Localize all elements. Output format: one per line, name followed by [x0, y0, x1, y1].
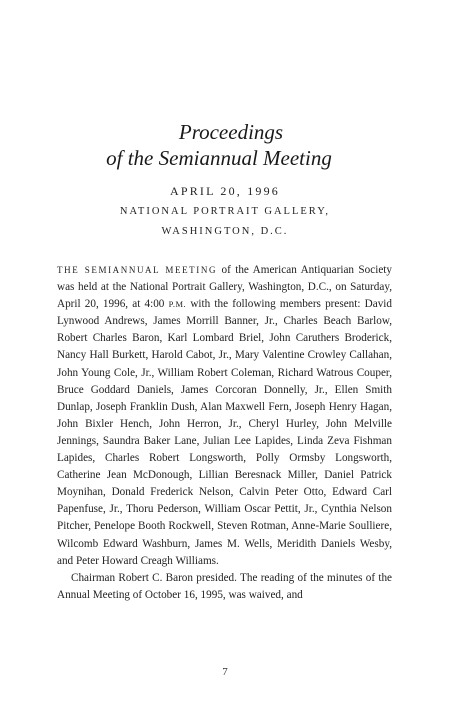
meeting-venue: NATIONAL PORTRAIT GALLERY, — [119, 206, 331, 217]
paragraph-text-b: with the following members present: David Lynwood Andrews, James Morrill Banner, Jr., Charles Beach Barlow, Robert Charles Baron, Karl Lombard Briel, John Caruthers Broderick, Nancy Hall Burkett, Harold Cabot, Jr., Mary Valentine Crowley Callahan, John Young Cole, Jr., William Robert Coleman, Richard Watrous Couper, Bruce Goddard Daniels, James Corcoran Donnelly, Jr., Ellen Smith Dunlap, Joseph Franklin Dush, Alan Maxwell Fern, Joseph Henry Hagan, John Bixler Hench, John Herron, Jr., Cheryl Hurley, John Melville Jennings, Saundra Baker Lane, Julian Lee Lapides, Linda Zeva Fishman Lapides, Charles Robert Longsworth, Polly Ormsby Longsworth, Catherine Jean McDonough, Lillian Beresnack Miller, Daniel Patrick Moynihan, Donald Frederick Nelson, Calvin Peter Otto, Edward Carl Papenfuse, Jr., Thoru Pederson, William Oscar Pettit, Jr., Cynthia Nelson Pitcher, Penelope Booth Rockwell, Steven Rotman, Anne-Marie Soulliere, Wilcomb Edward Washburn, James M. Wells, Meridith Daniels Wesby, and Peter Howard Creagh Williams. — [57, 298, 392, 567]
meeting-place: WASHINGTON, D.C. — [161, 226, 289, 237]
time-suffix: P.M. — [168, 299, 187, 310]
paragraph-lead: THE SEMIANNUAL MEETING — [57, 265, 218, 275]
title-line-2: of the Semiannual Meeting — [106, 146, 332, 170]
page-number: 7 — [222, 666, 228, 678]
title-line-1: Proceedings — [178, 120, 284, 144]
paragraph-chairman: Chairman Robert C. Baron presided. The reading of the minutes of the Annual Meeting of October 16, 1995, was waived, and — [57, 571, 392, 601]
paragraph-text-a: of the American Antiquarian Society was held at the National Portrait Gallery, Washington, D.C., on Saturday, April 20, 1996, at 4:00 — [57, 264, 392, 311]
meeting-date: APRIL 20, 1996 — [169, 184, 281, 198]
paragraph-attendance — [57, 262, 392, 570]
body-text — [57, 262, 392, 604]
